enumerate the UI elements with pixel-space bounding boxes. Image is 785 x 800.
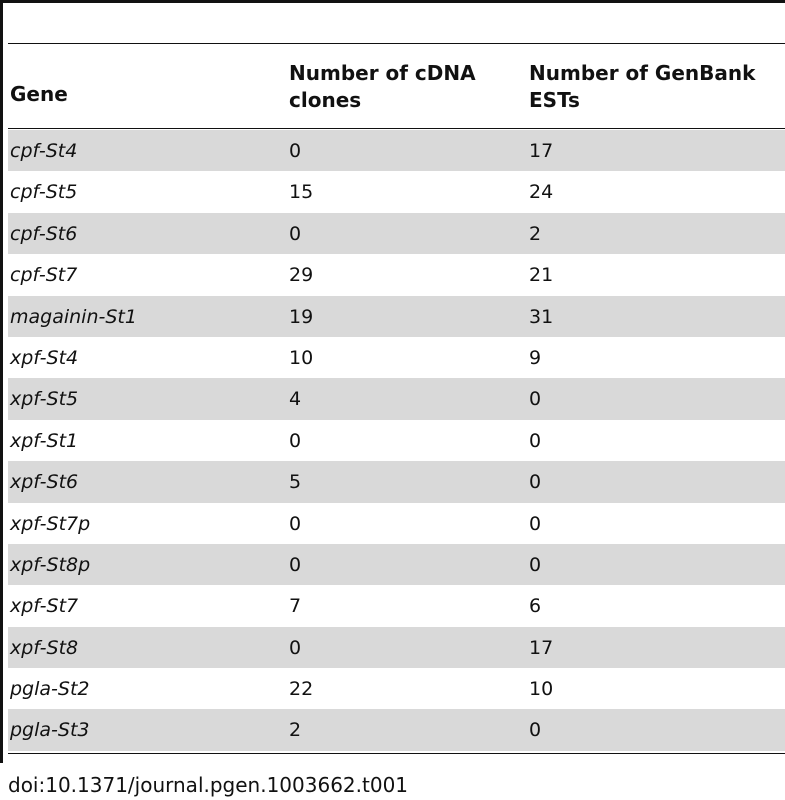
est-count-cell: 0 (529, 429, 542, 452)
header-cdna-clones: Number of cDNA clones (289, 61, 476, 112)
gene-cell: xpf-St1 (10, 429, 79, 452)
header-genbank-ests: Number of GenBank ESTs (529, 61, 756, 112)
est-count-cell: 6 (529, 595, 542, 618)
gene-cell: magainin-St1 (10, 305, 137, 328)
cdna-count-cell: 0 (289, 222, 302, 245)
est-count-cell: 0 (529, 512, 542, 535)
est-count-cell: 17 (529, 140, 554, 162)
cdna-count-cell: 0 (289, 636, 302, 659)
table-body (8, 130, 785, 751)
table-row (8, 337, 785, 378)
table-row (8, 130, 785, 171)
cdna-count-cell: 5 (289, 471, 302, 494)
cdna-count-cell: 7 (289, 595, 302, 618)
header-gene: Gene (10, 82, 68, 106)
gene-cell: xpf-St6 (10, 471, 79, 494)
header-bottom-rule (8, 128, 785, 129)
top-border-rule (0, 0, 785, 3)
cdna-count-cell: 0 (289, 512, 302, 535)
est-count-cell: 21 (529, 264, 554, 287)
est-count-cell: 0 (529, 471, 542, 494)
table-row (8, 503, 785, 544)
table-row (8, 296, 785, 337)
est-count-cell: 24 (529, 181, 554, 204)
gene-cell: xpf-St8p (10, 553, 91, 576)
gene-cell: xpf-St5 (10, 388, 79, 411)
doi-caption: doi:10.1371/journal.pgen.1003662.t001 (8, 773, 409, 797)
cdna-count-cell: 4 (289, 388, 302, 411)
gene-cell: cpf-St5 (10, 181, 78, 204)
gene-cell: pgla-St2 (10, 678, 90, 701)
est-count-cell: 2 (529, 222, 542, 245)
table-row (8, 378, 785, 419)
cdna-count-cell: 15 (289, 181, 314, 204)
est-count-cell: 31 (529, 305, 554, 328)
cdna-count-cell: 0 (289, 553, 302, 576)
table-row (8, 585, 785, 626)
est-count-cell: 0 (529, 553, 542, 576)
gene-cell: cpf-St7 (10, 264, 78, 287)
gene-cell: cpf-St6 (10, 222, 78, 245)
table-row (8, 171, 785, 212)
gene-cell: xpf-St7 (10, 595, 79, 618)
table-row (8, 420, 785, 461)
table-row (8, 544, 785, 585)
gene-cell: xpf-St8 (10, 636, 79, 659)
cdna-count-cell: 22 (289, 678, 314, 701)
est-count-cell: 17 (529, 636, 554, 659)
est-count-cell: 0 (529, 719, 542, 742)
table-row (8, 254, 785, 295)
gene-cell: pgla-St3 (10, 719, 90, 742)
gene-cell: cpf-St4 (10, 140, 78, 162)
cdna-count-cell: 10 (289, 346, 314, 369)
cdna-count-cell: 0 (289, 429, 302, 452)
cdna-count-cell: 0 (289, 140, 302, 162)
cdna-count-cell: 19 (289, 305, 314, 328)
est-count-cell: 0 (529, 388, 542, 411)
gene-cell: xpf-St7p (10, 512, 91, 535)
left-border-rule (0, 0, 3, 763)
table-row (8, 627, 785, 668)
table-header (8, 44, 785, 128)
table-bottom-rule (8, 753, 785, 754)
gene-cell: xpf-St4 (10, 346, 79, 369)
cdna-count-cell: 29 (289, 264, 314, 287)
est-count-cell: 10 (529, 678, 554, 701)
est-count-cell: 9 (529, 346, 542, 369)
table-row (8, 213, 785, 254)
table-row (8, 709, 785, 750)
table-row (8, 668, 785, 709)
cdna-count-cell: 2 (289, 719, 302, 742)
table-row (8, 461, 785, 502)
